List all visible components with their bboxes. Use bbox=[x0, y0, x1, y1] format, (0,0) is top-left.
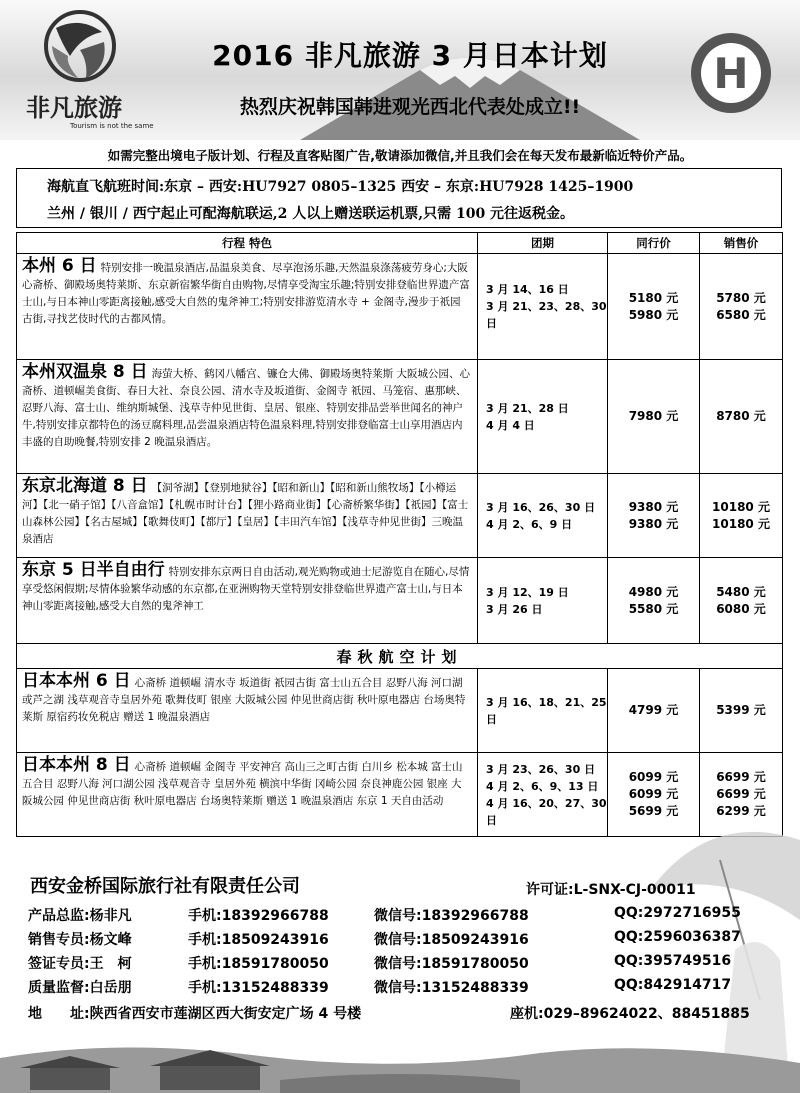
contact-wechat: 微信号:18509243916 bbox=[374, 932, 529, 948]
contact-phone: 手机:18591780050 bbox=[188, 956, 329, 972]
wechat-notice: 如需完整出境电子版计划、行程及直客贴图广告,敬请添加微信,并且我们会在每天发布最新临近特价产品。 bbox=[107, 148, 693, 163]
contact-role: 产品总监:杨非凡 bbox=[28, 908, 132, 924]
route-description: 心斋桥 道顿崛 清水寺 坂道街 祇园古街 富士山五合目 忍野八海 河口湖或芦之湖 浅草观音寺皇居外苑 歌舞伎町 银座 大阪城公园 仲见世商店街 秋叶原电器店 台场奥特莱斯 原宿药妆免税店 赠送 1 晚温泉酒店 bbox=[22, 677, 466, 723]
hanjin-logo-icon bbox=[688, 30, 774, 116]
peer-price: 7980 元 bbox=[628, 409, 679, 423]
route-name: 东京北海道 8 日 bbox=[22, 476, 148, 496]
route-name: 本州 6 日 bbox=[22, 256, 97, 276]
tour-date: 4 月 2、6、9 日 bbox=[486, 517, 573, 531]
flight-info-box bbox=[16, 168, 782, 228]
company-name: 西安金桥国际旅行社有限责任公司 bbox=[30, 876, 300, 897]
route-name: 本州双温泉 8 日 bbox=[22, 362, 148, 382]
peer-price-cell bbox=[608, 254, 700, 360]
sale-price: 5480 元 bbox=[716, 584, 766, 599]
logo-tagline: Tourism is not the same bbox=[70, 122, 154, 130]
contact-qq: QQ:842914717 bbox=[614, 977, 732, 993]
sale-price: 6699 元 bbox=[716, 787, 766, 801]
contact-phone: 手机:13152488339 bbox=[188, 980, 329, 996]
feifan-logo-icon bbox=[22, 6, 154, 134]
sale-price-cell bbox=[700, 474, 783, 558]
tour-date: 4 月 4 日 bbox=[486, 418, 535, 432]
hanjin-logo-letter: H bbox=[713, 49, 749, 98]
table-row bbox=[17, 558, 783, 644]
address-text: 地 址:陕西省西安市莲湖区西大街安定广场 4 号楼 bbox=[28, 1006, 362, 1022]
route-name: 日本本州 6 日 bbox=[22, 671, 131, 691]
route-description: 特别安排一晚温泉酒店,品温泉美食、尽享泡汤乐趣,天然温泉涤荡疲劳身心;大阪心斋桥、御殿场奥特莱斯、东京新宿繁华街自由购物,尽情享受淘宝乐趣;特别安排登临世界遗产富士山,与日本神山零距离接触,感受大自然的鬼斧神工;特别安排游览清水寺 + 金阁寺,漫步于祇园古街,寻找艺伎时代的古都风情。 bbox=[22, 262, 470, 325]
route-name: 东京 5 日半自由行 bbox=[22, 560, 165, 580]
section-row bbox=[17, 644, 783, 669]
column-header-dates: 团期 bbox=[478, 233, 608, 254]
peer-price-cell bbox=[608, 669, 700, 753]
poster-header bbox=[0, 0, 800, 140]
route-cell bbox=[17, 360, 478, 474]
contact-wechat: 微信号:18392966788 bbox=[374, 908, 529, 924]
landline-text: 座机:029–89624022、88451885 bbox=[510, 1006, 750, 1022]
contact-qq: QQ:2596036387 bbox=[614, 929, 741, 945]
contact-wechat: 微信号:18591780050 bbox=[374, 956, 529, 972]
flight-schedule: 海航直飞航班时间:东京 – 西安:HU7927 0805–1325 西安 – 东京:HU7928 1425–1900 bbox=[47, 179, 634, 195]
peer-price: 6099 元 bbox=[628, 770, 679, 784]
route-cell bbox=[17, 669, 478, 753]
sale-price: 8780 元 bbox=[716, 409, 766, 423]
sale-price: 6580 元 bbox=[716, 307, 766, 322]
dates-cell bbox=[478, 558, 608, 644]
sale-price: 6080 元 bbox=[716, 601, 766, 616]
peer-price-cell bbox=[608, 360, 700, 474]
route-description: 特别安排东京两日自由活动,观光购物或迪士尼游览自在随心,尽情享受悠闲假期;尽情体验繁华动感的东京都,在亚洲购物天堂特别安排登临世界遗产富士山,与日本神山零距离接触,感受大自然的鬼斧神工 bbox=[22, 566, 470, 612]
temple-skyline-illustration bbox=[0, 1018, 800, 1093]
sale-price: 6299 元 bbox=[716, 804, 766, 818]
peer-price: 6099 元 bbox=[628, 787, 679, 801]
contact-phone: 手机:18509243916 bbox=[188, 932, 329, 948]
peer-price: 5580 元 bbox=[628, 601, 679, 616]
tour-date: 4 月 2、6、9、13 日 bbox=[486, 779, 599, 793]
peer-price: 5699 元 bbox=[628, 804, 679, 818]
dates-cell bbox=[478, 360, 608, 474]
column-header-peer-price: 同行价 bbox=[608, 233, 700, 254]
sale-price: 10180 元 bbox=[712, 516, 770, 531]
route-description: 海萤大桥、鹤冈八幡宫、镰仓大佛、御殿场奥特莱斯 大阪城公园、心斋桥、道顿崛美食街、春日大社、奈良公园、清水寺及坂道街、金阁寺 祇园、马笼宿、惠那峡、忍野八海、富士山、维纳斯城堡、浅草寺仲见世街、皇居、银座、特别安排品尝举世闻名的神户牛,特别安排京都特色的汤豆腐料理,品尝温泉酒店特色温泉料理,特别安排登临富士山享用酒店内丰盛的自助晚餐,特别安排 2 晚温泉酒店。 bbox=[22, 368, 471, 448]
dates-cell bbox=[478, 254, 608, 360]
tour-date: 3 月 14、16 日 bbox=[486, 283, 569, 296]
contact-qq: QQ:395749516 bbox=[614, 953, 732, 969]
tour-date: 3 月 12、19 日 bbox=[486, 585, 569, 599]
peer-price: 5980 元 bbox=[628, 307, 679, 322]
table-row bbox=[17, 669, 783, 753]
tour-date: 3 月 21、28 日 bbox=[486, 401, 569, 415]
sale-price: 6699 元 bbox=[716, 770, 766, 784]
column-header-route: 行程 特色 bbox=[17, 233, 478, 254]
tour-date: 3 月 16、18、21、25 日 bbox=[486, 695, 607, 726]
route-name: 日本本州 8 日 bbox=[22, 755, 131, 775]
column-header-sale-price: 销售价 bbox=[700, 233, 783, 254]
route-cell bbox=[17, 474, 478, 558]
table-row bbox=[17, 360, 783, 474]
dates-cell bbox=[478, 753, 608, 837]
table-header-row bbox=[17, 233, 783, 254]
tour-date: 4 月 16、20、27、30 日 bbox=[486, 796, 607, 827]
tour-date: 3 月 23、26、30 日 bbox=[486, 762, 596, 776]
table-row bbox=[17, 474, 783, 558]
connection-info: 兰州 / 银川 / 西宁起止可配海航联运,2 人以上赠送联运机票,只需 100 元往返税金。 bbox=[47, 206, 575, 222]
dates-cell bbox=[478, 669, 608, 753]
sale-price: 5780 元 bbox=[716, 290, 766, 305]
license-number: 许可证:L-SNX-CJ-00011 bbox=[526, 882, 696, 898]
dates-cell bbox=[478, 474, 608, 558]
route-description: 【洞爷湖】【登别地狱谷】【昭和新山】【昭和新山熊牧场】【小樽运河】【北一硝子馆】【八音盒馆】【札幌市时计台】【狸小路商业街】【心斋桥繁华街】【祇园】【富士山森林公园】【名古屋城】【歌舞伎町】【都厅】【皇居】【丰田汽车馆】【浅草寺仲见世街】三晚温泉酒店 bbox=[22, 482, 469, 545]
route-cell bbox=[17, 254, 478, 360]
sale-price-cell bbox=[700, 254, 783, 360]
tour-date: 3 月 16、26、30 日 bbox=[486, 500, 596, 514]
contact-role: 销售专员:杨文峰 bbox=[28, 932, 132, 948]
celebration-subtitle: 热烈庆祝韩国韩进观光西北代表处成立!! bbox=[239, 96, 581, 118]
route-cell bbox=[17, 753, 478, 837]
contact-wechat: 微信号:13152488339 bbox=[374, 980, 529, 996]
route-cell bbox=[17, 558, 478, 644]
peer-price: 9380 元 bbox=[628, 516, 679, 531]
logo-text: 非凡旅游 bbox=[26, 93, 122, 122]
sale-price-cell bbox=[700, 360, 783, 474]
peer-price-cell bbox=[608, 474, 700, 558]
peer-price: 4799 元 bbox=[628, 703, 679, 717]
contact-phone: 手机:18392966788 bbox=[188, 908, 329, 924]
tour-table bbox=[16, 232, 783, 837]
sale-price: 5399 元 bbox=[716, 703, 766, 717]
tour-date: 3 月 21、23、28、30 日 bbox=[486, 300, 607, 330]
peer-price: 5180 元 bbox=[628, 290, 679, 305]
table-row bbox=[17, 254, 783, 360]
sale-price-cell bbox=[700, 558, 783, 644]
sale-price-cell bbox=[700, 669, 783, 753]
tour-date: 3 月 26 日 bbox=[486, 602, 543, 616]
page-title: 2016 非凡旅游 3 月日本计划 bbox=[212, 39, 608, 72]
peer-price: 9380 元 bbox=[628, 499, 679, 514]
contact-role: 签证专员:王 柯 bbox=[28, 956, 132, 972]
section-title: 春秋航空计划 bbox=[17, 644, 783, 669]
route-description: 心斋桥 道顿崛 金阁寺 平安神宫 高山三之町古街 白川乡 松本城 富士山五合目 忍野八海 河口湖公园 浅草观音寺 皇居外苑 横滨中华街 冈崎公园 奈良神鹿公园 银座 大阪城公园 仲见世商店街 秋叶原电器店 台场奥特莱斯 赠送 1 晚温泉酒店 东京 1 天自由活动 bbox=[22, 761, 463, 807]
sale-price: 10180 元 bbox=[712, 499, 770, 514]
peer-price-cell bbox=[608, 558, 700, 644]
contact-role: 质量监督:白岳朋 bbox=[28, 980, 132, 996]
peer-price: 4980 元 bbox=[628, 584, 679, 599]
contact-qq: QQ:2972716955 bbox=[614, 905, 741, 921]
